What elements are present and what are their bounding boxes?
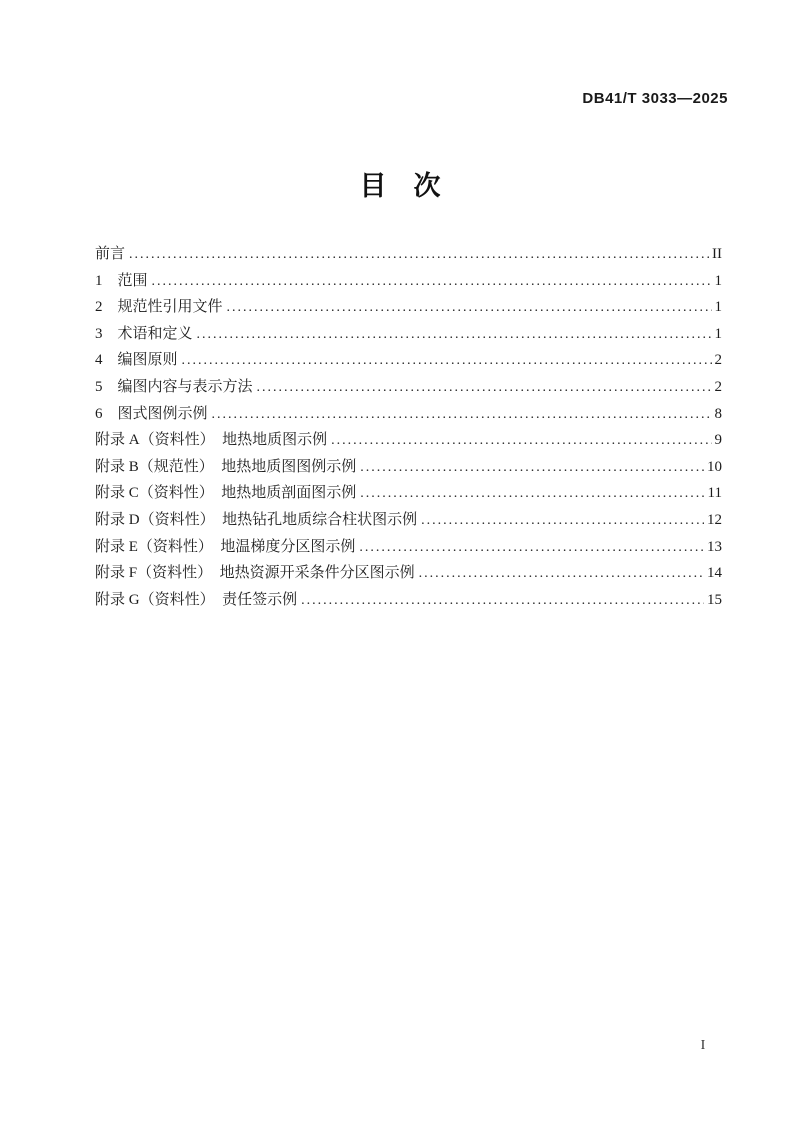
toc-entry-appendix-f: [95, 560, 722, 587]
toc-entry-label: 附录 E（资料性） 地温梯度分区图示例: [95, 538, 356, 555]
dot-leader: [197, 321, 712, 349]
toc-entry-page: 15: [707, 591, 722, 608]
dot-leader: [360, 480, 704, 508]
toc-entry-appendix-a: [95, 427, 722, 454]
toc-entry-scope: [95, 268, 722, 295]
table-of-contents: [95, 241, 722, 613]
toc-entry-label: 6 图式图例示例: [95, 405, 208, 422]
toc-entry-label: 4 编图原则: [95, 352, 178, 369]
dot-leader: [182, 347, 712, 375]
toc-entry-label: 附录 A（资料性） 地热地质图示例: [95, 432, 328, 449]
toc-entry-page: 14: [707, 565, 722, 582]
dot-leader: [257, 374, 712, 402]
dot-leader: [129, 241, 709, 269]
toc-entry-label: 附录 B（规范性） 地热地质图图例示例: [95, 458, 357, 475]
toc-entry-terms-definitions: [95, 321, 722, 348]
dot-leader: [331, 427, 711, 455]
footer-page-number: I: [700, 1038, 706, 1053]
dot-leader: [359, 534, 704, 562]
toc-entry-foreword: [95, 241, 722, 268]
toc-entry-label: 附录 G（资料性） 责任签示例: [95, 591, 298, 608]
toc-entry-appendix-b: [95, 454, 722, 481]
dot-leader: [360, 454, 704, 482]
dot-leader: [419, 560, 704, 588]
toc-entry-label: 附录 F（资料性） 地热资源开采条件分区图示例: [95, 565, 415, 582]
page-title: 目 次: [359, 171, 441, 201]
toc-entry-legend-examples: [95, 401, 722, 428]
toc-entry-label: 1 范围: [95, 272, 148, 289]
toc-entry-label: 附录 C（资料性） 地热地质剖面图示例: [95, 485, 357, 502]
toc-entry-page: 1: [714, 272, 722, 289]
toc-entry-page: 2: [714, 352, 722, 369]
toc-entry-label: 2 规范性引用文件: [95, 299, 223, 316]
toc-entry-appendix-e: [95, 534, 722, 561]
dot-leader: [421, 507, 704, 535]
toc-entry-page: II: [712, 246, 722, 262]
dot-leader: [227, 294, 712, 322]
toc-entry-page: 8: [714, 405, 722, 422]
toc-entry-page: 1: [714, 299, 722, 316]
toc-entry-mapping-principles: [95, 347, 722, 374]
standard-code: DB41/T 3033—2025: [582, 90, 728, 107]
toc-entry-label: 5 编图内容与表示方法: [95, 378, 253, 395]
dot-leader: [301, 587, 704, 615]
toc-entry-page: 13: [707, 538, 722, 555]
toc-entry-page: 11: [707, 485, 722, 502]
dot-leader: [212, 401, 712, 429]
toc-entry-page: 1: [714, 325, 722, 342]
dot-leader: [152, 268, 712, 296]
toc-entry-appendix-g: [95, 587, 722, 614]
toc-entry-page: 2: [714, 378, 722, 395]
toc-entry-page: 9: [714, 432, 722, 449]
toc-entry-appendix-c: [95, 480, 722, 507]
toc-entry-mapping-content: [95, 374, 722, 401]
toc-entry-label: 3 术语和定义: [95, 325, 193, 342]
toc-entry-label: 前言: [95, 246, 126, 262]
toc-entry-page: 12: [707, 511, 722, 528]
toc-entry-appendix-d: [95, 507, 722, 534]
toc-entry-label: 附录 D（资料性） 地热钻孔地质综合柱状图示例: [95, 511, 418, 528]
toc-entry-page: 10: [707, 458, 722, 475]
toc-entry-normative-references: [95, 294, 722, 321]
